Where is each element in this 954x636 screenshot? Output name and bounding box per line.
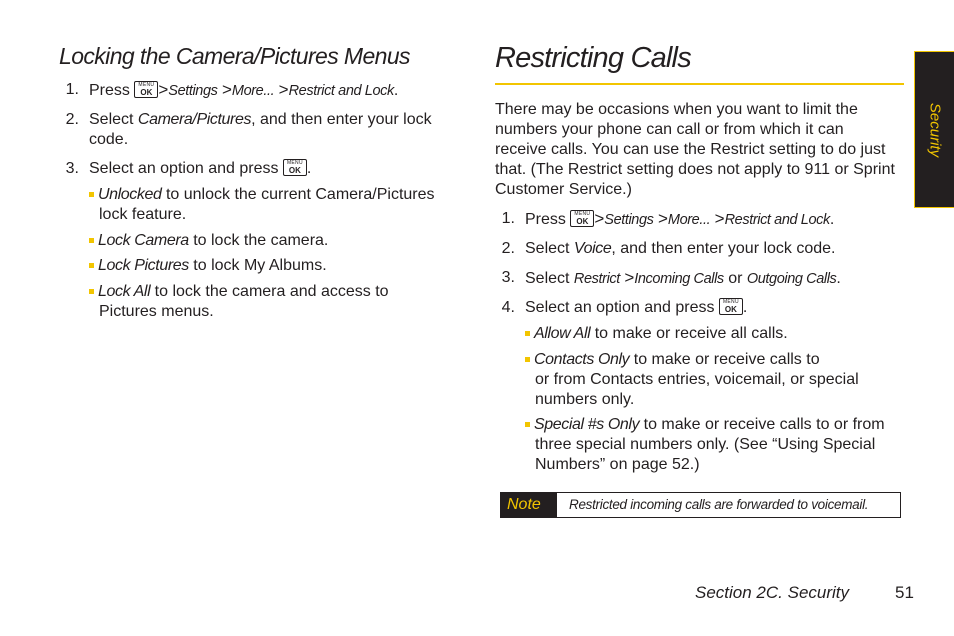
menu-ok-key-icon: MENU OK <box>134 81 158 98</box>
note-text: Restricted incoming calls are forwarded to voicemail. <box>569 497 869 512</box>
section-side-tab <box>914 51 954 208</box>
left-option-unlocked: Unlocked to unlock the current Camera/Pictures lock feature. <box>89 185 435 225</box>
bullet-icon <box>89 289 94 294</box>
left-option-lock-pictures: Lock Pictures to lock My Albums. <box>89 256 327 276</box>
left-option-lock-camera: Lock Camera to lock the camera. <box>89 231 328 251</box>
right-option-contacts-only: Contacts Only to make or receive calls to or from Contacts entries, voicemail, or special numbers only. <box>525 350 859 410</box>
menu-ok-key-icon: MENU OK <box>570 210 594 227</box>
page-number: 51 <box>895 583 914 602</box>
bullet-icon <box>89 238 94 243</box>
title-rule <box>495 83 904 85</box>
footer-section: Section 2C. Security <box>695 583 850 602</box>
bullet-icon <box>525 357 530 362</box>
right-option-allow-all: Allow All to make or receive all calls. <box>525 324 788 344</box>
right-section-title: Restricting Calls <box>495 42 691 74</box>
bullet-icon <box>89 192 94 197</box>
note-label: Note <box>501 493 557 517</box>
left-section-title: Locking the Camera/Pictures Menus <box>59 43 410 69</box>
side-tab-label: Security <box>926 102 943 157</box>
left-option-lock-all: Lock All to lock the camera and access to Pictures menus. <box>89 282 389 322</box>
bullet-icon <box>525 331 530 336</box>
note-box <box>500 492 901 518</box>
right-option-special-only: Special #s Only to make or receive calls to or from three special numbers only. (See “Using Special Numbers” on page 52.) <box>525 415 885 475</box>
bullet-icon <box>525 422 530 427</box>
menu-ok-key-icon: MENU OK <box>283 159 307 176</box>
bullet-icon <box>89 263 94 268</box>
menu-ok-key-icon: MENU OK <box>719 298 743 315</box>
intro-paragraph: There may be occasions when you want to limit the numbers your phone can call or from which it can receive calls. You can use the Restrict setting to do just that. (The Restrict setting does not apply to 911 or Sprint Customer Service.) <box>495 101 895 198</box>
